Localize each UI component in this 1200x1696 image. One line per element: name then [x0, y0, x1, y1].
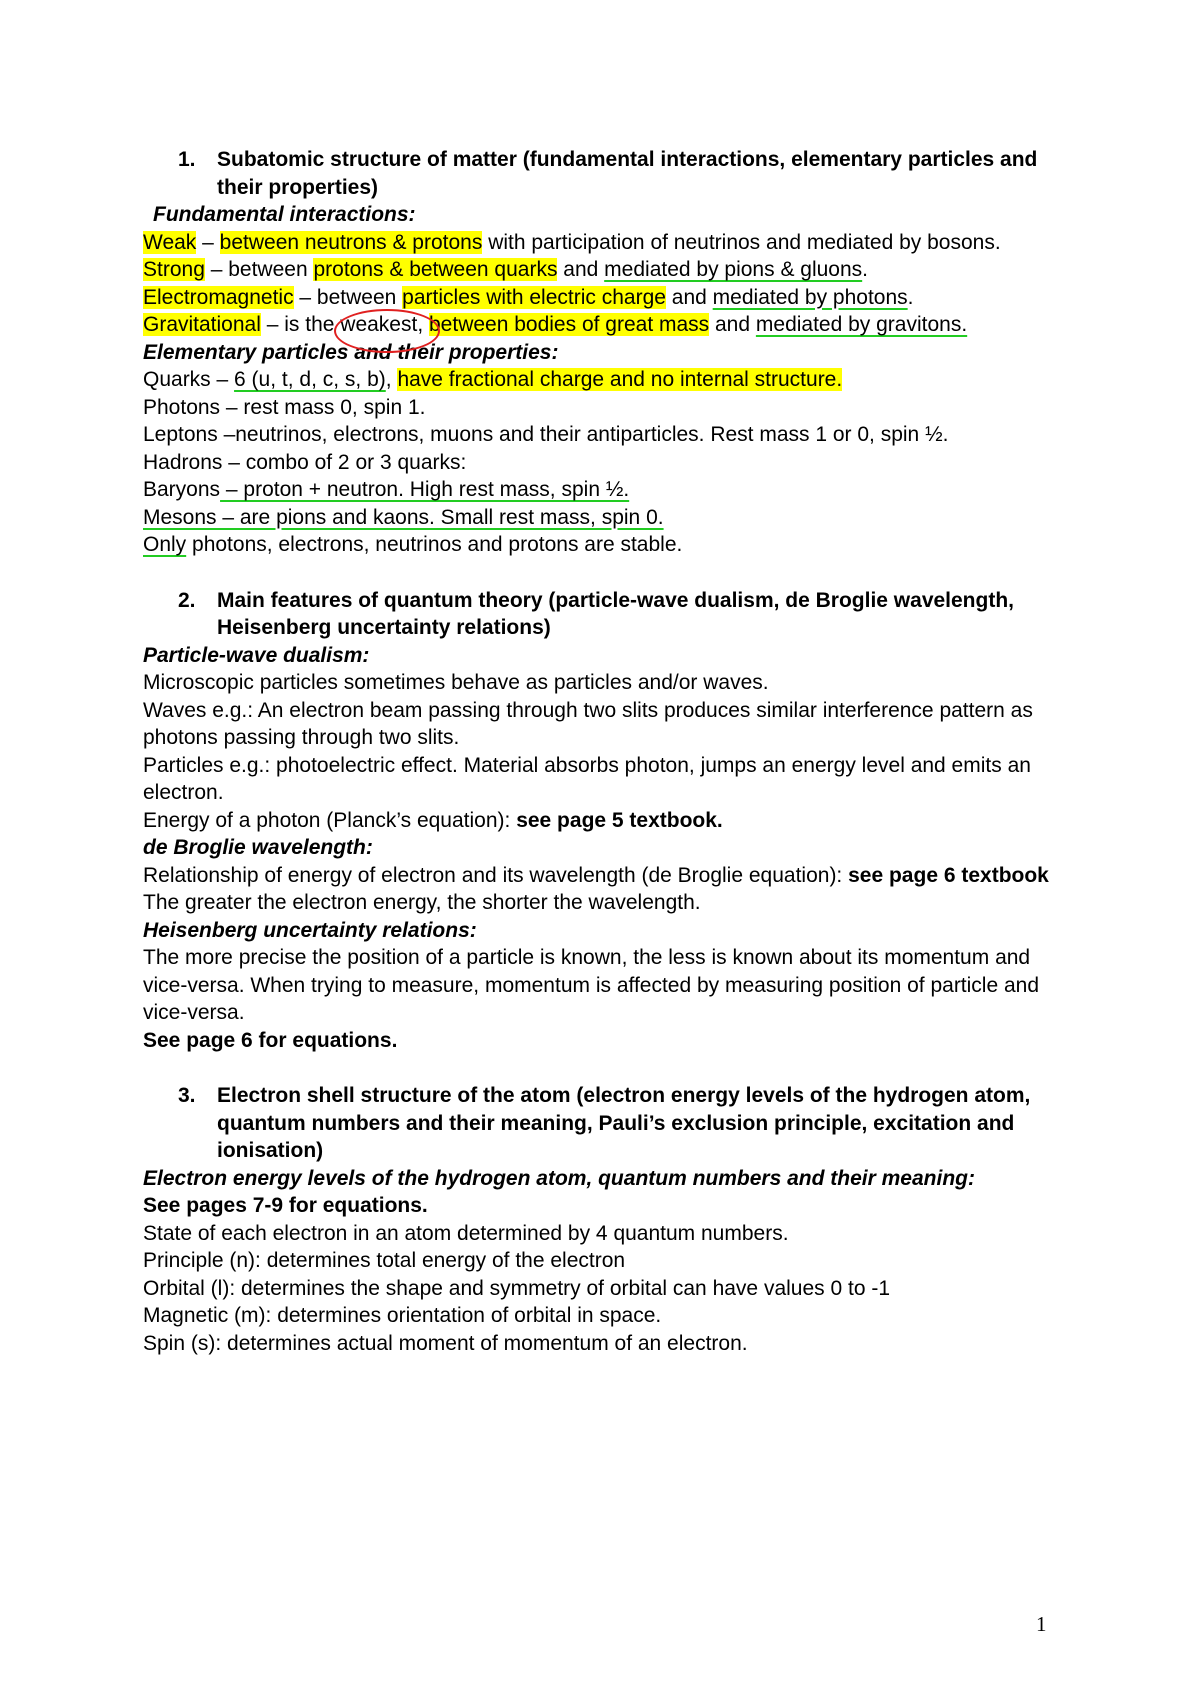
- leptons-line: Leptons –neutrinos, electrons, muons and their antiparticles. Rest mass 1 or 0, spin ½.: [143, 423, 949, 446]
- section-2-number: 2.: [178, 588, 196, 612]
- orbital-number-line: Orbital (l): determines the shape and symmetry of orbital can have values 0 to -1: [143, 1276, 891, 1300]
- photons-line: Photons – rest mass 0, spin 1.: [143, 395, 426, 419]
- de-broglie-reference: see page 6 textbook: [848, 863, 1049, 887]
- weakest-word: weakest,: [340, 313, 424, 336]
- particle-wave-subheading: Particle-wave dualism:: [143, 643, 370, 667]
- spacer: [143, 559, 1073, 587]
- planck-line: [143, 807, 1073, 835]
- text-span: photons, electrons, neutrinos and protons are stable.: [186, 533, 683, 556]
- text-span: – between: [204, 258, 314, 281]
- section-1-number: 1.: [178, 148, 196, 171]
- gravitational-interaction-line: [143, 311, 1073, 339]
- de-broglie-subheading: de Broglie wavelength:: [143, 836, 373, 859]
- stable-particles-line: [143, 531, 1073, 559]
- dualism-line: Microscopic particles sometimes behave as particles and/or waves.: [143, 671, 769, 694]
- section-3-number: 3.: [178, 1084, 196, 1107]
- section-3-title: Electron shell structure of the atom (electron energy levels of the hydrogen atom, quantum numbers and their meaning, Pauli’s exclusion principle, excitation and ionisation): [217, 1084, 1031, 1162]
- heisenberg-subheading: Heisenberg uncertainty relations:: [143, 918, 477, 942]
- elementary-particles-subheading: Elementary particles and their properties:: [143, 340, 559, 364]
- text-span: Relationship of energy of electron and its wavelength (de Broglie equation):: [143, 863, 849, 887]
- section-3-heading: [143, 1082, 1073, 1165]
- particles-example-line: Particles e.g.: photoelectric effect. Material absorbs photon, jumps an energy level and emits an electron.: [143, 753, 1031, 804]
- baryons-line: [143, 476, 1073, 504]
- section-2-title: Main features of quantum theory (particle-wave dualism, de Broglie wavelength, Heisenberg uncertainty relations): [217, 588, 1014, 639]
- gravitational-term: Gravitational: [143, 313, 261, 336]
- text-span: and: [557, 258, 605, 281]
- fundamental-interactions-subheading: Fundamental interactions:: [153, 203, 416, 226]
- text-span: .: [907, 285, 914, 309]
- strong-term: Strong: [143, 258, 205, 281]
- quantum-numbers-line: State of each electron in an atom determined by 4 quantum numbers.: [143, 1221, 789, 1245]
- text-span: –: [196, 230, 220, 254]
- electromagnetic-underline: mediated by photons: [712, 285, 908, 309]
- text-span: ,: [385, 368, 398, 391]
- weak-term: Weak: [143, 230, 197, 254]
- de-broglie-line: [143, 862, 1073, 890]
- text-span: Baryons: [143, 478, 221, 501]
- text-span: and: [709, 313, 756, 336]
- strong-interaction-line: [143, 256, 1073, 284]
- text-span: with participation of neutrinos and mediated by bosons.: [482, 230, 1001, 254]
- baryons-underline: – proton + neutron. High rest mass, spin ½.: [220, 478, 630, 501]
- quarks-underline: 6 (u, t, d, c, s, b): [234, 368, 386, 391]
- strong-highlight: protons & between quarks: [313, 258, 558, 281]
- energy-levels-subheading: Electron energy levels of the hydrogen atom, quantum numbers and their meaning:: [143, 1166, 975, 1190]
- section-1-title: Subatomic structure of matter (fundamental interactions, elementary particles and their properties): [217, 148, 1038, 199]
- planck-reference: see page 5 textbook.: [516, 808, 723, 832]
- waves-example-line: Waves e.g.: An electron beam passing through two slits produces similar interference pattern as photons passing through two slits.: [143, 698, 1033, 749]
- electromagnetic-term: Electromagnetic: [143, 285, 294, 309]
- mesons-underline: Mesons – are pions and kaons. Small rest mass, spin 0.: [143, 505, 664, 529]
- electromagnetic-highlight: particles with electric charge: [402, 285, 666, 309]
- magnetic-number-line: Magnetic (m): determines orientation of orbital in space.: [143, 1304, 662, 1327]
- gravitational-highlight: between bodies of great mass: [429, 313, 710, 336]
- weakest-circled: [340, 311, 423, 339]
- section-2-heading: [143, 587, 1073, 642]
- page-number: 1: [1036, 1612, 1047, 1636]
- weak-highlight: between neutrons & protons: [219, 230, 483, 254]
- text-span: and: [665, 285, 713, 309]
- energy-wavelength-line: The greater the electron energy, the shorter the wavelength.: [143, 891, 701, 914]
- quarks-line: [143, 366, 1073, 394]
- strong-underline: mediated by pions & gluons: [604, 258, 863, 281]
- spacer: [143, 1054, 1073, 1082]
- text-span: .: [862, 258, 869, 281]
- hadrons-line: Hadrons – combo of 2 or 3 quarks:: [143, 450, 467, 474]
- weak-interaction-line: [143, 229, 1073, 257]
- text-span: – is the: [260, 313, 341, 336]
- heisenberg-reference: See page 6 for equations.: [143, 1028, 398, 1052]
- text-span: Quarks –: [143, 368, 235, 391]
- principle-number-line: Principle (n): determines total energy of the electron: [143, 1249, 626, 1272]
- heisenberg-line: The more precise the position of a particle is known, the less is known about its momentum and vice-versa. When trying to measure, momentum is affected by measuring position of particle and vice-versa.: [143, 946, 1040, 1024]
- spin-number-line: Spin (s): determines actual moment of momentum of an electron.: [143, 1331, 748, 1355]
- text-span: – between: [293, 285, 403, 309]
- mesons-line: [143, 504, 1073, 532]
- text-span: Energy of a photon (Planck’s equation):: [143, 808, 517, 832]
- only-underline: Only: [143, 533, 187, 556]
- gravitational-underline: mediated by gravitons.: [755, 313, 968, 336]
- section-1-heading: [143, 146, 1073, 201]
- electromagnetic-interaction-line: [143, 284, 1073, 312]
- equations-reference: See pages 7-9 for equations.: [143, 1194, 428, 1217]
- quarks-highlight: have fractional charge and no internal structure.: [397, 368, 843, 391]
- document-page: [143, 146, 1073, 1357]
